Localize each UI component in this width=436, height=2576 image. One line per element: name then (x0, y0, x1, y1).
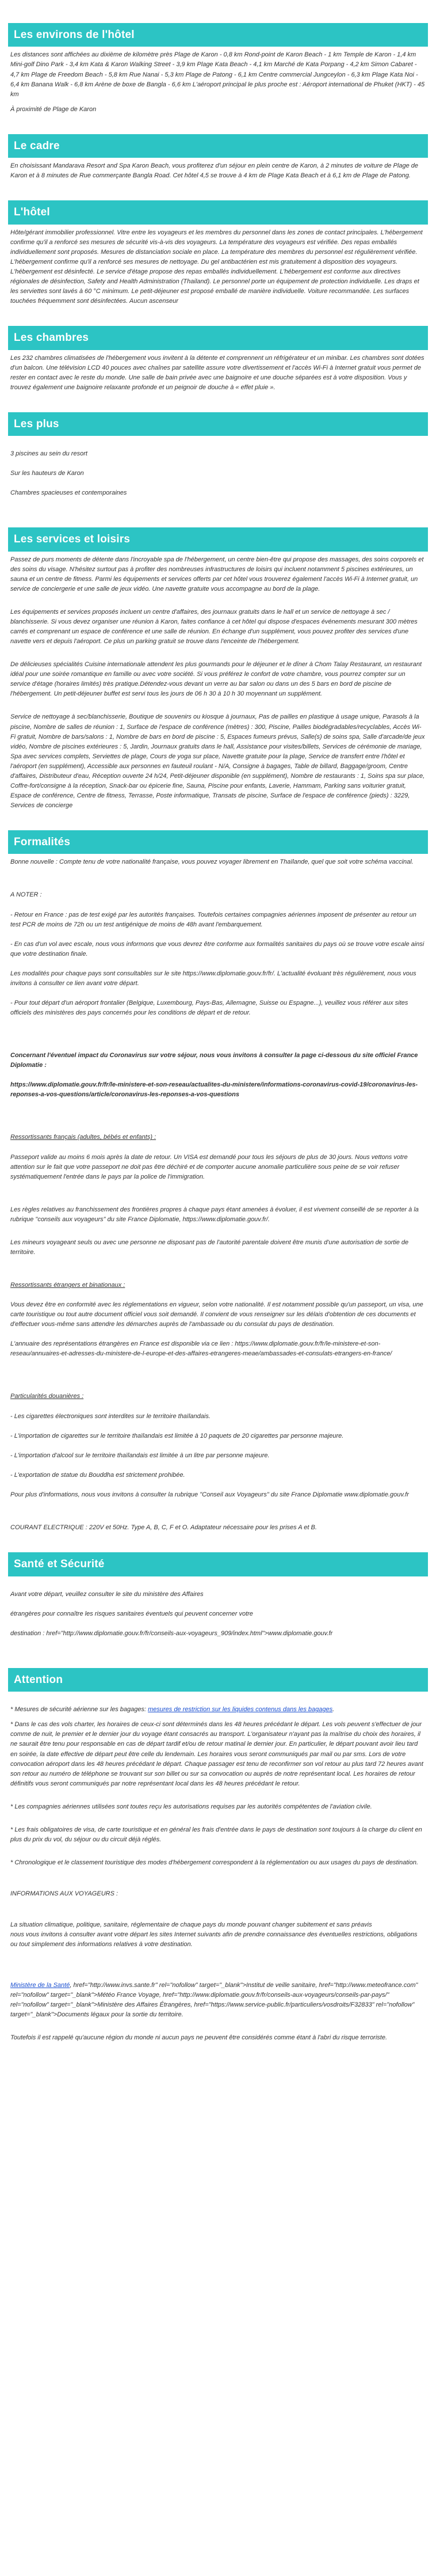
text-span: , href="http://www.invs.sante.fr" rel="nofollow" target="_blank">Institut de veille sanitaire, href="http://www.meteofrance.com" rel="nofollow" target="_blank">Météo France Voyage, href="http://www.diplomatie.gouv.fr/fr/conseils-aux-voyageurs/conseils-par-pays/" rel="nofollow" target="_blank">Ministère des Affaires Étrangères, href="https://www.service-public.fr/particuliers/vosdroits/F32833" rel="nofollow" target="_blank">Documents légaux pour la sortie du territoire. (10, 1982, 418, 2019)
section-body (8, 161, 428, 181)
section-chambres (8, 326, 428, 393)
paragraph: Hôte/gérant immobilier professionnel. Vitre entre les voyageurs et les membres du personnel dans les zones de contact principales. L'hébergement confirme qu'il a renforcé ses mesures de sécurité vis-à-vis des voyageurs. La température des voyageurs est vérifiée. Des repas emballés individuellement sont proposés. Mesures de distanciation sociale en place. La température des membres du personnel est régulièrement vérifiée. L'hébergement confirme qu'il a renforcé ses mesures de nettoyage. Du gel antibactérien est mis gratuitement à disposition des voyageurs. L'hébergement est désinfecté. Le service d'étage propose des repas emballés individuellement. L'hébergement est conforme aux directives régionales de désinfection, Safety and Health Administration (Thailand). Le personnel porte un équipement de protection individuelle. Les draps et les serviettes sont lavés à 60 °C minimum. Le petit-déjeuner est proposé emballé de manière individuelle. Voiture recommandée. Les surfaces touchées fréquemment sont désinfectées. Aucun ascenseur (10, 229, 423, 305)
text-line: - L'exportation de statue du Bouddha est strictement prohibée. (10, 1471, 185, 1479)
text-line: Vous devez être en conformité avec les réglementations en vigueur, selon votre nationalité. Il est notamment possible qu'un passeport, un visa, une carte touristique ou tout autre document officiel vous soit demandé. Il convient de vous renseigner sur les délais d'obtention de ces documents et d'effectuer vous-même sans attendre les démarches auprès de l'ambassade ou du consulat du pays de destination. (10, 1301, 423, 1328)
section-environs (8, 23, 428, 115)
paragraph: De délicieuses spécialités Cuisine internationale attendent les plus gourmands pour le déjeuner et le dîner à Chom Talay Restaurant, un restaurant idéal pour une soirée romantique en famille ou avec votre société. Si vous préférez le confort de votre chambre, vous pourrez compter sur un service d'étage (horaires limités) très pratique.Détendez-vous devant un verre au bar salon ou dans un des 5 bars en bord de piscine de l'hébergement. Un petit-déjeuner buffet est servi tous les jours de 06 h 30 à 10 h 30 moyennant un supplément. (10, 661, 422, 698)
section-sante (8, 1552, 428, 1648)
paragraph: La situation climatique, politique, sanitaire, réglementaire de chaque pays du monde pouvant changer subitement et sans préavis nous vous invitons à consulter avant votre départ les sites Internet suivants afin de prendre connaissance des éventuelles restrictions, obligations ou tout simplement des informations relatives à votre destination. (10, 1921, 418, 1948)
text-line: Passeport valide au moins 6 mois après la date de retour. Un VISA est demandé pour tous les séjours de plus de 30 jours. Nous vettons votre attention sur le fait que votre passeport ne doit pas être déchiré et de comporter aucune anomalie particulière sous peine de se voir refuser systématiquement l'entrée dans le pays par la police de l'immigration. (10, 1153, 408, 1180)
paragraph: Toutefois il est rappelé qu'aucune région du monde ni aucun pays ne peuvent être considérés comme étant à l'abri du risque terroriste. (10, 2034, 388, 2042)
text-line: Pour plus d'informations, nous vous invitons à consulter la rubrique "Conseil aux Voyageurs" du site France Diplomatie www.diplomatie.gouv.fr (10, 1491, 409, 1498)
paragraph: En choisissant Mandarava Resort and Spa Karon Beach, vous profiterez d'un séjour en plein centre de Karon, à 2 minutes de voiture de Plage de Karon et à 8 minutes de Rue commerçante Bangla Road. Cet hôtel 4,5 se trouve à 4 km de Plage Kata Beach et à 6,1 km de Plage de Patong. (10, 162, 418, 180)
text-line: Les modalités pour chaque pays sont consultables sur le site https://www.diplomatie.gouv.fr/fr/. L'actualité évoluant très régulièrement, nous vous invitons à consulter ce lien avant votre départ. (10, 970, 416, 987)
text-line: destination : href="http://www.diplomatie.gouv.fr/fr/conseils-aux-voyageurs_909/index.html">www.diplomatie.gouv.fr (10, 1629, 333, 1637)
section-title: Formalités (8, 830, 428, 854)
paragraph: INFORMATIONS AUX VOYAGEURS : (10, 1890, 118, 1897)
section-attention (8, 1668, 428, 2043)
paragraph: Service de nettoyage à sec/blanchisserie, Boutique de souvenirs ou kiosque à journaux, Pas de pailles en plastique à usage unique, Parasols à la piscine, Nombre de salles de réunion : 1, Surface de l'espace de conférence (mètres) : 300, Piscine, Pailles biodégradables/recyclables, Accès Wi-Fi gratuit, Nombre de bars/salons : 1, Nombre de bars en bord de piscine : 5, Espaces fumeurs prévus, Salle(s) de soins spa, Salle d'arcade/de jeux vidéo, Nombre de piscines extérieures : 5, Jardin, Journaux gratuits dans le hall, Assistance pour visites/billets, Services de cérémonie de mariage, Spa avec services complets, Serviettes de plage, Cours de yoga sur place, Navette gratuite pour la plage, Service de transfert entre l'hôtel et l'aéroport (en supplément), Accessible aux personnes en fauteuil roulant - N/A, Consigne à bagages, Table de billard, Baggage/groom, Centre d'affaires, Distributeur d'eau, Réception ouverte 24 h/24, Petit-déjeuner disponible (en supplément), Nombre de restaurants : 1, Soins spa sur place, Coffre-fort/consigne à la réception, Snack-bar ou épicerie fine, Sauna, Piscine pour enfants, Laverie, Hammam, Parking sans voiturier gratuit, Espace de conférence, Centre de fitness, Terrasse, Poste informatique, Transats de piscine, Surface de l'espace de conférence (pieds) : 3229, Services de concierge (10, 713, 425, 809)
section-title: Attention (8, 1668, 428, 1692)
paragraph: Passez de purs moments de détente dans l'incroyable spa de l'hébergement, un centre bien-être qui propose des massages, des soins corporels et des soins du visage. N'hésitez surtout pas à profiter des nombreuses infrastructures de loisirs qui incluent notamment 5 piscines extérieures, un sauna et un centre de fitness. Parmi les équipements et services offerts par cet hôtel vous trouverez également l'accès Wi-Fi à Internet gratuit, un service de conciergerie et une salle de jeux vidéo. Une navette gratuite vous accompagne au bord de la plage. (10, 556, 424, 593)
section-title: Les plus (8, 412, 428, 436)
covid-link[interactable]: https://www.diplomatie.gouv.fr/fr/le-ministere-et-son-reseau/actualites-du-ministere/informations-coronavirus-covid-19/coronavirus-les-reponses-a-vos-questions/article/coronavirus-les-reponses-a-vos-questions (10, 1081, 418, 1099)
paragraph: * Dans le cas des vols charter, les horaires de ceux-ci sont déterminés dans les 48 heures précédant le départ. Les vols peuvent s'effectuer de jour comme de nuit, le premier et le dernier jour du voyage étant consacrés au transport. L'organisateur n'ayant pas la maîtrise du choix des horaires, il ne saurait être tenu pour responsable en cas de départ tardif et/ou de retour matinal le dernier jour. En particulier, le départ pouvant avoir lieu tard en soirée, la date effective de départ peut être celle du lendemain. Les horaires vous seront communiqués par mail ou par sms. Lors de votre convocation aéroport dans les 48 heures précédant le départ. Chaque passager est tenu de reconfirmer son vol retour au plus tard 72 heures avant son retour au numéro de téléphone se trouvant sur son billet ou sur sa convocation ou auprès de notre représentant local. Les horaires de retour définitifs vous seront communiqués par notre représentant local dans les 48 heures précédant le retour. (10, 1721, 423, 1787)
text-span: . (332, 1706, 335, 1713)
paragraph: Bonne nouvelle : Compte tenu de votre nationalité française, vous pouvez voyager librement en Thaïlande, quel que soit votre schéma vaccinal. (10, 858, 414, 866)
page (8, 0, 428, 2043)
covid-notice: Concernant l'éventuel impact du Coronavirus sur votre séjour, nous vous invitons à consulter la page ci-dessous du site officiel France Diplomatie : (10, 1052, 418, 1069)
section-body (8, 1580, 428, 1648)
paragraph: Les mineurs voyageant seuls ou avec une personne ne disposant pas de l'autorité parentale doivent être munis d'une autorisation de sortie de territoire. (10, 1238, 409, 1256)
paragraph: Les distances sont affichées au dixième de kilomètre près Plage de Karon - 0,8 km Rond-point de Karon Beach - 1 km Temple de Karon - 1,4 km Mini-golf Dino Park - 3,4 km Kata & Karon Walking Street - 3,9 km Plage Kata Beach - 4,1 km Marché de Kata Porpang - 4,2 km Simon Cabaret - 4,7 km Plage de Freedom Beach - 5,8 km Rue Nanai - 5,3 km Plage de Patong - 6,1 km Centre commercial Jungceylon - 6,3 km Plage Kata Noi - 6,4 km Banana Walk - 6,8 km Arène de boxe de Bangla - 6,6 km L'aéroport principal le plus proche est : Aéroport international de Phuket (HKT) - 45 km (10, 51, 425, 98)
text-line: A NOTER : (10, 891, 42, 899)
section-body (8, 1695, 428, 2043)
paragraph: Les équipements et services proposés incluent un centre d'affaires, des journaux gratuits dans le hall et un service de nettoyage à sec / blanchisserie. Si vous devez organiser une réunion à Karon, faites confiance à cet hôtel qui dispose d'espaces événements mesurant 300 mètres carrés et comprenant un espace de conférence et une salle de réunion. En échange d'un supplément, vous pouvez profiter des services d'une navette vers et depuis l'aéroport. Ce plus un parking gratuit se trouve dans l'enceinte de l'hébergement. (10, 609, 418, 645)
section-body (8, 228, 428, 306)
paragraph: Les règles relatives au franchissement des frontières propres à chaque pays étant amenées à évoluer, il est vivement conseillé de se reporter à la rubrique "conseils aux voyageurs" du site France Diplomatie, https://www.diplomatie.gouv.fr/. (10, 1206, 419, 1223)
subheading: Ressortissants étrangers et binationaux : (10, 1282, 125, 1289)
section-plus (8, 412, 428, 508)
ministere-sante-link[interactable]: Ministère de la Santé (10, 1982, 70, 1989)
section-body (8, 50, 428, 114)
section-body (8, 439, 428, 508)
list-item: Chambres spacieuses et contemporaines (10, 489, 127, 497)
section-formalites (8, 830, 428, 1533)
paragraph: * Chronologique et le classement touristique des modes d'hébergement correspondent à la réglementation ou aux usages du pays de destination. (10, 1859, 418, 1866)
section-title: Les services et loisirs (8, 527, 428, 551)
paragraph (10, 1271, 426, 1369)
text-line: - Pour tout départ d'un aéroport frontalier (Belgique, Luxembourg, Pays-Bas, Allemagne, Suisse ou Espagne...), veuillez vous référer aux sites officiels des ministères des pays concernés pour les conditions de départ et de retour. (10, 999, 408, 1017)
section-services (8, 527, 428, 810)
section-title: L'hôtel (8, 200, 428, 224)
section-title: Le cadre (8, 134, 428, 158)
paragraph: * Les compagnies aériennes utilisées sont toutes reçu les autorisations requises par les autorités compétentes de l'aviation civile. (10, 1803, 372, 1810)
text-line: Avant votre départ, veuillez consulter le site du ministère des Affaires (10, 1590, 204, 1598)
list-item: Sur les hauteurs de Karon (10, 470, 84, 477)
list-item: 3 piscines au sein du resort (10, 450, 87, 458)
text-line: étrangères pour connaître les risques sanitaires éventuels qui peuvent concerner votre (10, 1610, 253, 1617)
paragraph (10, 1971, 426, 2020)
paragraph (10, 880, 426, 1028)
section-title: Les chambres (8, 326, 428, 349)
text-line: L'annuaire des représentations étrangères en France est disponible via ce lien : https://www.diplomatie.gouv.fr/fr/le-ministere-et-son-reseau/annuaires-et-adresses-du-ministere-de-l-europe-et-des-affaires-etrangeres-meae/ambassades-et-consulats-etrangers-en-france/ (10, 1340, 392, 1358)
subheading: Ressortissants français (adultes, bébés et enfants) : (10, 1134, 156, 1141)
text-line: - L'importation de cigarettes sur le territoire thaïlandais est limitée à 10 paquets de 20 cigarettes par personne majeure. (10, 1432, 344, 1439)
section-body (8, 857, 428, 1533)
paragraph: À proximité de Plage de Karon (10, 105, 97, 113)
section-body (8, 354, 428, 393)
paragraph: * Les frais obligatoires de visa, de carte touristique et en général les frais d'entrée dans le pays de destination sont toujours à la charge du client en plus du prix du vol, du séjour ou du circuit déjà réglés. (10, 1826, 422, 1843)
section-cadre (8, 134, 428, 181)
text-line: - Les cigarettes électroniques sont interdites sur le territoire thaïlandais. (10, 1412, 211, 1420)
section-hotel (8, 200, 428, 306)
paragraph (10, 1123, 426, 1191)
paragraph: COURANT ELECTRIQUE : 220V et 50Hz. Type A, B, C, F et O. Adaptateur nécessaire pour les prises A et B. (10, 1524, 317, 1532)
paragraph (10, 1580, 426, 1648)
paragraph: Les 232 chambres climatisées de l'hébergement vous invitent à la détente et comprennent un réfrigérateur et un minibar. Les chambres sont dotées d'un balcon. Une télévision LCD 40 pouces avec chaînes par satellite assure votre divertissement et l'accès Wi-Fi à Internet gratuit vous permet de rester en contact avec le reste du monde. Une salle de bain privée avec une baignoire et une douche séparées est à votre disposition. Vous y trouvez également une baignoire relaxante profonde et un peignoir de douche à « effet pluie ». (10, 354, 424, 391)
section-title: Santé et Sécurité (8, 1552, 428, 1576)
section-body (8, 555, 428, 811)
liquid-restriction-link[interactable]: mesures de restriction sur les liquides contenus dans les bagages (148, 1706, 333, 1713)
section-title: Les environs de l'hôtel (8, 23, 428, 47)
text-line: - Retour en France : pas de test exigé par les autorités françaises. Toutefois certaines compagnies aériennes imposent de présenter au retour un test PCR de moins de 72h ou un test antigénique de moins de 48h avant l'embarquement. (10, 911, 416, 928)
paragraph (10, 439, 426, 508)
text-span: * Mesures de sécurité aérienne sur les bagages: (10, 1706, 148, 1713)
paragraph (10, 1041, 426, 1110)
paragraph (10, 1382, 426, 1510)
subheading: Particularités douanières : (10, 1393, 84, 1400)
text-line: - En cas d'un vol avec escale, nous vous informons que vous devrez être conforme aux formalités sanitaires du pays où se trouve votre escale ainsi que votre destination finale. (10, 940, 424, 958)
text-line: - L'importation d'alcool sur le territoire thaïlandais est limitée à un litre par personne majeure. (10, 1452, 270, 1459)
paragraph (10, 1695, 426, 1715)
